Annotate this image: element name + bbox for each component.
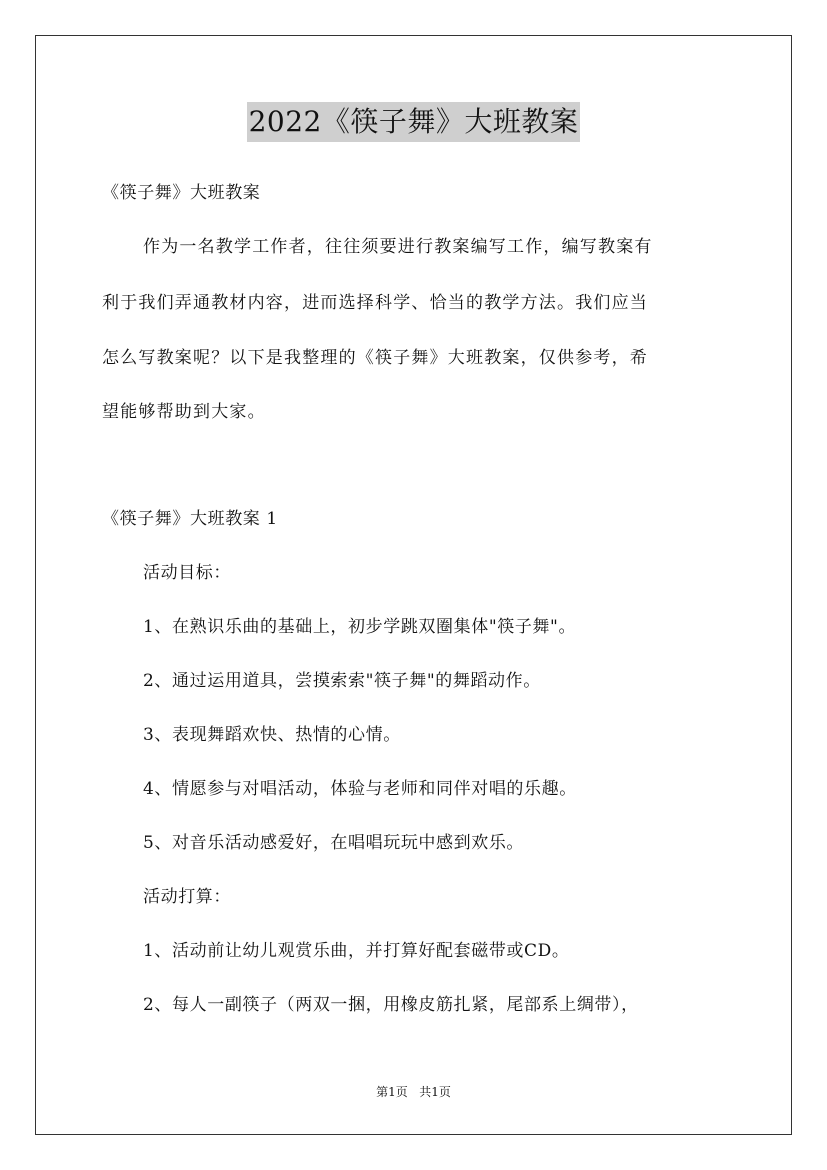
prep-heading: 活动打算： [143, 887, 231, 907]
goal-item: 5、对音乐活动感爱好，在唱唱玩玩中感到欢乐。 [143, 833, 525, 853]
document-title: 2022《筷子舞》大班教案 [247, 102, 581, 142]
intro-line-2: 利于我们弄通教材内容，进而选择科学、恰当的教学方法。我们应当 [102, 293, 648, 313]
section-heading: 《筷子舞》大班教案 1 [102, 509, 278, 529]
page-number: 第1页 [376, 1085, 408, 1099]
goal-item: 3、表现舞蹈欢快、热情的心情。 [143, 725, 401, 745]
prep-item: 2、每人一副筷子（两双一捆，用橡皮筋扎紧，尾部系上绸带）， [143, 995, 639, 1015]
intro-line-3: 怎么写教案呢？以下是我整理的《筷子舞》大班教案，仅供参考，希 [102, 348, 648, 368]
goals-heading: 活动目标： [143, 563, 231, 583]
goal-item: 1、在熟识乐曲的基础上，初步学跳双圈集体"筷子舞"。 [143, 617, 577, 637]
prep-item: 1、活动前让幼儿观赏乐曲，并打算好配套磁带或CD。 [143, 941, 570, 961]
goal-item: 4、情愿参与对唱活动，体验与老师和同伴对唱的乐趣。 [143, 779, 577, 799]
intro-line-4: 望能够帮助到大家。 [102, 402, 266, 422]
intro-line-1: 作为一名教学工作者，往往须要进行教案编写工作，编写教案有 [143, 237, 653, 257]
page-footer [0, 1083, 827, 1101]
goal-item: 2、通过运用道具，尝摸索索"筷子舞"的舞蹈动作。 [143, 671, 541, 691]
page-total: 共1页 [419, 1085, 451, 1099]
document-subtitle: 《筷子舞》大班教案 [102, 183, 261, 203]
